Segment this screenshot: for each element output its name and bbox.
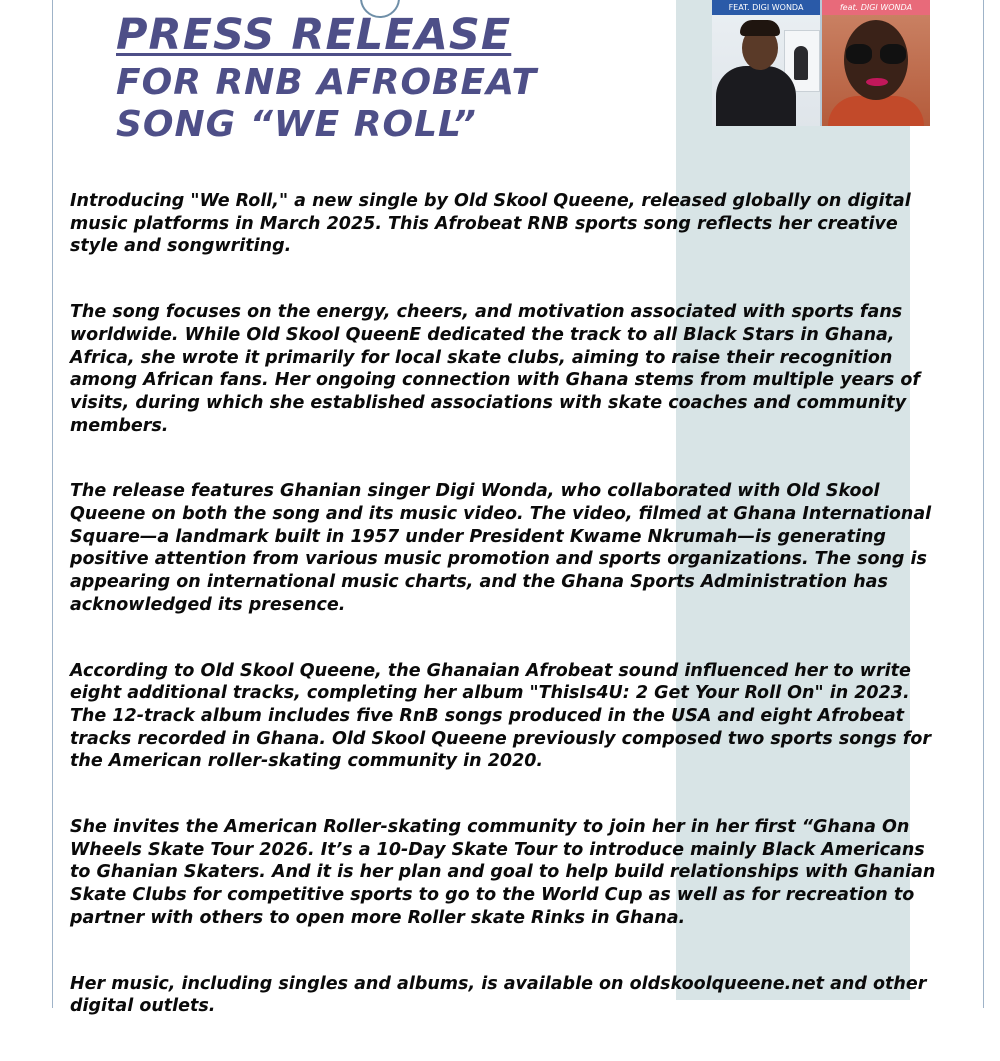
photo-label-right: feat. DIGI WONDA: [839, 3, 913, 12]
sunglasses-left-shape: [846, 44, 872, 64]
paragraph-skate-tour: She invites the American Roller-skating community to join her in her first “Ghana On Wheels Skate Tour 2026. It’s a 10-Day Skate Tour to introduce mainly Black Americans to Ghanian Skaters. And it is her plan and goal to help build relationships with Ghanian Skate Clubs for competitive sports to go to the World Cup as well as for recreation to partner with others to open more Roller skate Rinks in Ghana.: [70, 817, 936, 928]
page-title: PRESS RELEASE: [116, 10, 512, 60]
sunglasses-right-shape: [880, 44, 906, 64]
photo-label-left: FEAT. DIGI WONDA: [728, 3, 804, 12]
artist-photo-card: [712, 0, 930, 126]
page-subtitle-line-2: SONG “WE ROLL”: [116, 104, 477, 145]
paragraph-availability: Her music, including singles and albums, is available on oldskoolqueene.net and other digital outlets.: [70, 973, 927, 1017]
artist-photo-left: [712, 0, 820, 126]
page-subtitle-line-1: FOR RNB AFROBEAT: [116, 62, 538, 103]
paragraph-intro: Introducing "We Roll," a new single by Old Skool Queene, released globally on digital music platforms in March 2025. This Afrobeat RNB sports song reflects her creative style and songwriting.: [70, 191, 911, 257]
paragraph-album: According to Old Skool Queene, the Ghanaian Afrobeat sound influenced her to write eight additional tracks, completing her album "ThisIs4U: 2 Get Your Roll On" in 2023. The 12-track album includes five RnB songs produced in the USA and eight Afrobeat tracks recorded in Ghana. Old Skool Queene previously composed two sports songs for the American roller-skating community in 2020.: [70, 660, 932, 772]
person-hair-shape: [740, 20, 780, 36]
lips-shape: [866, 78, 888, 86]
mirror-figure-shape: [794, 46, 808, 80]
paragraph-song-focus: The song focuses on the energy, cheers, and motivation associated with sports fans worldwide. While Old Skool QueenE dedicated the track to all Black Stars in Ghana, Africa, she wrote it primarily for local skate clubs, aiming to raise their recognition among African fans. Her ongoing connection with Ghana stems from multiple years of visits, during which she established associations with skate coaches and community members.: [70, 302, 921, 436]
person-body-shape: [716, 66, 796, 126]
paragraph-collaboration: The release features Ghanian singer Digi Wonda, who collaborated with Old Skool Queene on both the song and its music video. The video, filmed at Ghana International Square—a landmark built in 1957 under President Kwame Nkrumah—is generating positive attention from various music promotion and sports organizations. The song is appearing on international music charts, and the Ghana Sports Administration has acknowledged its presence.: [70, 481, 932, 615]
person-body-shape: [828, 96, 924, 126]
press-release-body: [70, 190, 942, 1061]
press-release-heading: [116, 8, 537, 146]
artist-photo-right: [822, 0, 930, 126]
